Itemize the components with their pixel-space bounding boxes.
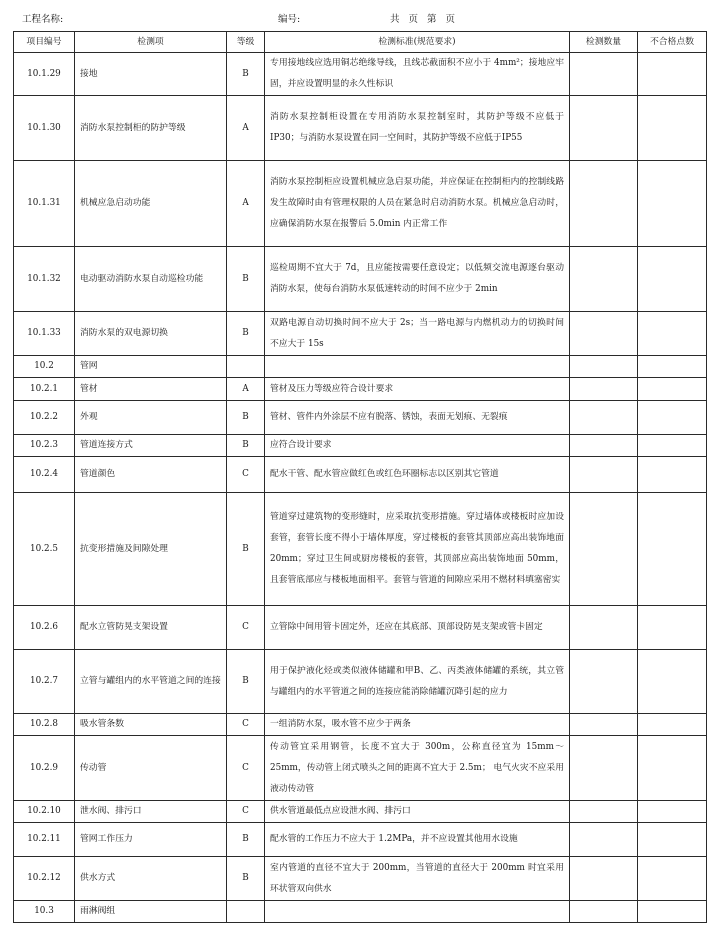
row-grade: B — [227, 650, 265, 714]
row-standard: 立管除中间用管卡固定外，还应在其底部、顶部设防晃支架或管卡固定 — [265, 606, 570, 650]
row-standard: 应符合设计要求 — [265, 435, 570, 457]
row-failed-points-cell[interactable] — [638, 823, 707, 857]
row-item: 管道颜色 — [75, 457, 227, 493]
table-row — [14, 606, 707, 650]
row-grade: B — [227, 401, 265, 435]
section-code: 10.3 — [14, 901, 75, 923]
col-header-code: 项目编号 — [14, 32, 75, 53]
section-title: 管网 — [75, 356, 227, 378]
row-item: 供水方式 — [75, 857, 227, 901]
row-standard: 管道穿过建筑物的变形缝时，应采取抗变形措施。穿过墙体或楼板时应加设套管，套管长度不得小于墙体厚度，穿过楼板的套管其顶部应高出装饰地面 20mm；穿过卫生间或厨房楼板的套管，其顶部应高出装饰地面 50mm，且套管底部应与楼板地面相平。套管与管道的间隙应采用不燃材料填塞密实 — [265, 493, 570, 606]
row-grade: A — [227, 96, 265, 161]
row-failed-points-cell[interactable] — [638, 378, 707, 401]
row-quantity-cell[interactable] — [570, 736, 638, 801]
table-row — [14, 823, 707, 857]
row-failed-points-cell[interactable] — [638, 606, 707, 650]
row-failed-points-cell[interactable] — [638, 401, 707, 435]
row-standard: 配水干管、配水管应做红色或红色环圈标志以区别其它管道 — [265, 457, 570, 493]
row-quantity-cell[interactable] — [570, 378, 638, 401]
row-failed-points-cell[interactable] — [638, 857, 707, 901]
row-quantity-cell[interactable] — [570, 53, 638, 96]
col-header-quantity: 检测数量 — [570, 32, 638, 53]
table-row — [14, 96, 707, 161]
row-failed-points-cell[interactable] — [638, 356, 707, 378]
row-code: 10.2.8 — [14, 714, 75, 736]
row-item: 机械应急启动功能 — [75, 161, 227, 247]
row-standard: 专用接地线应选用铜芯绝缘导线，且线芯截面积不应小于 4mm²；接地应牢固，并应设置明显的永久性标识 — [265, 53, 570, 96]
row-code: 10.1.32 — [14, 247, 75, 312]
row-code: 10.2.12 — [14, 857, 75, 901]
row-quantity-cell[interactable] — [570, 823, 638, 857]
col-header-failed-points: 不合格点数 — [638, 32, 707, 53]
row-standard: 消防水泵控制柜应设置机械应急启泵功能，并应保证在控制柜内的控制线路发生故障时由有管理权限的人员在紧急时启动消防水泵。机械应急启动时，应确保消防水泵在报警后 5.0min 内正常工作 — [265, 161, 570, 247]
row-failed-points-cell[interactable] — [638, 312, 707, 356]
table-row — [14, 457, 707, 493]
table-row — [14, 736, 707, 801]
row-standard: 管材及压力等级应符合设计要求 — [265, 378, 570, 401]
row-grade: B — [227, 493, 265, 606]
row-quantity-cell[interactable] — [570, 606, 638, 650]
project-name-label: 工程名称: — [22, 14, 64, 25]
row-standard — [265, 356, 570, 378]
row-grade — [227, 901, 265, 923]
table-row — [14, 401, 707, 435]
row-grade: C — [227, 736, 265, 801]
row-code: 10.1.31 — [14, 161, 75, 247]
row-failed-points-cell[interactable] — [638, 736, 707, 801]
row-failed-points-cell[interactable] — [638, 161, 707, 247]
row-code: 10.1.29 — [14, 53, 75, 96]
row-standard — [265, 901, 570, 923]
row-failed-points-cell[interactable] — [638, 247, 707, 312]
table-row — [14, 53, 707, 96]
row-code: 10.2.9 — [14, 736, 75, 801]
row-item: 泄水阀、排污口 — [75, 801, 227, 823]
table-row — [14, 312, 707, 356]
row-code: 10.2.10 — [14, 801, 75, 823]
row-code: 10.2.2 — [14, 401, 75, 435]
table-row — [14, 801, 707, 823]
row-standard: 配水管的工作压力不应大于 1.2MPa，并不应设置其他用水设施 — [265, 823, 570, 857]
row-item: 传动管 — [75, 736, 227, 801]
table-row — [14, 857, 707, 901]
row-quantity-cell[interactable] — [570, 356, 638, 378]
row-grade: A — [227, 378, 265, 401]
section-title: 雨淋阀组 — [75, 901, 227, 923]
inspection-table — [13, 31, 707, 923]
form-header — [0, 11, 719, 27]
table-row — [14, 714, 707, 736]
row-failed-points-cell[interactable] — [638, 435, 707, 457]
row-grade: B — [227, 53, 265, 96]
row-failed-points-cell[interactable] — [638, 901, 707, 923]
row-failed-points-cell[interactable] — [638, 650, 707, 714]
row-standard: 传动管宜采用钢管，长度不宜大于 300m，公称直径宜为 15mm～25mm，传动管上闭式喷头之间的距离不宜大于 2.5m； 电气火灾不应采用液动传动管 — [265, 736, 570, 801]
row-standard: 室内管道的直径不宜大于 200mm，当管道的直径大于 200mm 时宜采用环状管双向供水 — [265, 857, 570, 901]
row-code: 10.2.7 — [14, 650, 75, 714]
section-row — [14, 901, 707, 923]
section-row — [14, 356, 707, 378]
table-row — [14, 650, 707, 714]
row-code: 10.2.6 — [14, 606, 75, 650]
row-failed-points-cell[interactable] — [638, 96, 707, 161]
row-item: 电动驱动消防水泵自动巡检功能 — [75, 247, 227, 312]
row-failed-points-cell[interactable] — [638, 493, 707, 606]
row-quantity-cell[interactable] — [570, 714, 638, 736]
row-failed-points-cell[interactable] — [638, 53, 707, 96]
row-grade — [227, 356, 265, 378]
row-grade: C — [227, 457, 265, 493]
row-standard: 用于保护液化烃或类似液体储罐和甲B、乙、丙类液体储罐的系统，其立管与罐组内的水平管道之间的连接应能消除储罐沉降引起的应力 — [265, 650, 570, 714]
row-grade: C — [227, 801, 265, 823]
table-row — [14, 493, 707, 606]
row-item: 配水立管防晃支架设置 — [75, 606, 227, 650]
row-item: 消防水泵的双电源切换 — [75, 312, 227, 356]
row-quantity-cell[interactable] — [570, 161, 638, 247]
table-row — [14, 247, 707, 312]
row-grade: C — [227, 606, 265, 650]
row-standard: 供水管道最低点应设泄水阀、排污口 — [265, 801, 570, 823]
row-item: 管道连接方式 — [75, 435, 227, 457]
row-quantity-cell[interactable] — [570, 96, 638, 161]
table-row — [14, 378, 707, 401]
row-grade: B — [227, 435, 265, 457]
row-item: 立管与罐组内的水平管道之间的连接 — [75, 650, 227, 714]
row-standard: 消防水泵控制柜设置在专用消防水泵控制室时，其防护等级不应低于 IP30；与消防水泵设置在同一空间时，其防护等级不应低于IP55 — [265, 96, 570, 161]
row-quantity-cell[interactable] — [570, 901, 638, 923]
row-grade: C — [227, 714, 265, 736]
row-item: 吸水管条数 — [75, 714, 227, 736]
row-quantity-cell[interactable] — [570, 247, 638, 312]
row-quantity-cell[interactable] — [570, 435, 638, 457]
row-item: 接地 — [75, 53, 227, 96]
row-item: 抗变形措施及间隙处理 — [75, 493, 227, 606]
section-code: 10.2 — [14, 356, 75, 378]
row-item: 管网工作压力 — [75, 823, 227, 857]
row-quantity-cell[interactable] — [570, 401, 638, 435]
row-code: 10.2.3 — [14, 435, 75, 457]
row-quantity-cell[interactable] — [570, 312, 638, 356]
row-code: 10.2.1 — [14, 378, 75, 401]
row-grade: B — [227, 312, 265, 356]
number-label: 编号: — [278, 14, 301, 25]
row-failed-points-cell[interactable] — [638, 714, 707, 736]
page-count-label: 共 页 第 页 — [390, 14, 459, 25]
row-grade: B — [227, 247, 265, 312]
row-quantity-cell[interactable] — [570, 857, 638, 901]
table-header-row — [14, 32, 707, 53]
col-header-item: 检测项 — [75, 32, 227, 53]
row-grade: A — [227, 161, 265, 247]
row-code: 10.2.4 — [14, 457, 75, 493]
row-standard: 双路电源自动切换时间不应大于 2s；当一路电源与内燃机动力的切换时间不应大于 15s — [265, 312, 570, 356]
row-code: 10.2.5 — [14, 493, 75, 606]
row-quantity-cell[interactable] — [570, 493, 638, 606]
row-code: 10.1.33 — [14, 312, 75, 356]
row-item: 消防水泵控制柜的防护等级 — [75, 96, 227, 161]
row-item: 外观 — [75, 401, 227, 435]
col-header-grade: 等级 — [227, 32, 265, 53]
row-quantity-cell[interactable] — [570, 801, 638, 823]
row-standard: 巡检周期不宜大于 7d，且应能按需要任意设定；以低频交流电源逐台驱动消防水泵，使每台消防水泵低速转动的时间不应少于 2min — [265, 247, 570, 312]
row-failed-points-cell[interactable] — [638, 457, 707, 493]
row-item: 管材 — [75, 378, 227, 401]
row-failed-points-cell[interactable] — [638, 801, 707, 823]
row-quantity-cell[interactable] — [570, 650, 638, 714]
row-standard: 一组消防水泵，吸水管不应少于两条 — [265, 714, 570, 736]
row-grade: B — [227, 857, 265, 901]
row-grade: B — [227, 823, 265, 857]
row-code: 10.2.11 — [14, 823, 75, 857]
row-standard: 管材、管件内外涂层不应有脱落、锈蚀，表面无划痕、无裂痕 — [265, 401, 570, 435]
table-row — [14, 435, 707, 457]
row-code: 10.1.30 — [14, 96, 75, 161]
table-row — [14, 161, 707, 247]
col-header-standard: 检测标准(规范要求) — [265, 32, 570, 53]
row-quantity-cell[interactable] — [570, 457, 638, 493]
